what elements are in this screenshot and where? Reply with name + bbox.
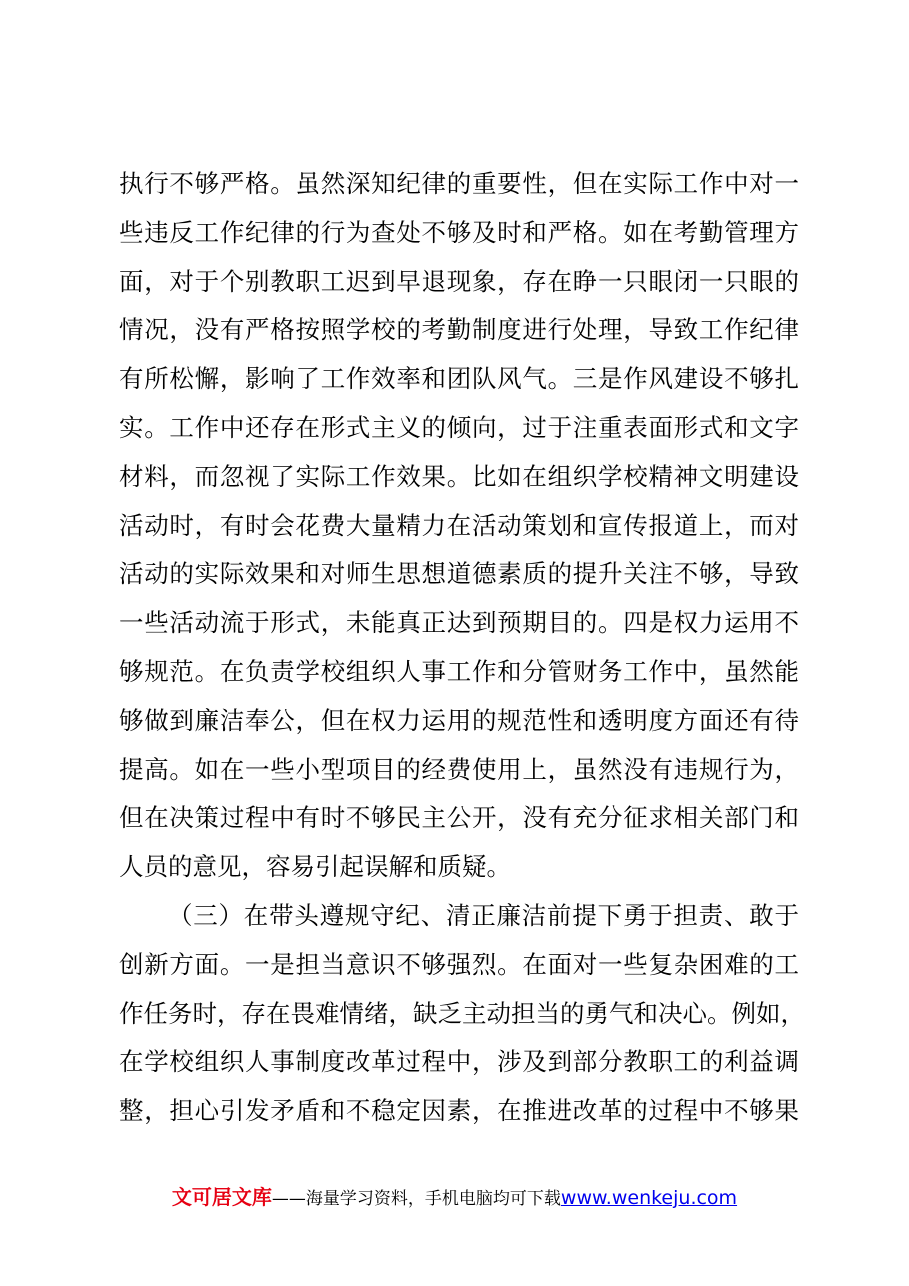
text-line: 但在决策过程中有时不够民主公开，没有充分征求相关部门和 <box>119 803 799 833</box>
text-line: 面，对于个别教职工迟到早退现象，存在睁一只眼闭一只眼的 <box>119 266 799 296</box>
text-line: 情况，没有严格按照学校的考勤制度进行处理，导致工作纪律 <box>119 315 799 345</box>
footer-brand: 文可居文库 <box>171 1185 272 1209</box>
text-line: 些违反工作纪律的行为查处不够及时和严格。如在考勤管理方 <box>119 217 799 247</box>
text-line: 够做到廉洁奉公，但在权力运用的规范性和透明度方面还有待 <box>119 705 799 735</box>
text-line: 材料，而忽视了实际工作效果。比如在组织学校精神文明建设 <box>119 461 799 491</box>
paragraph-2 <box>119 892 805 1136</box>
text-line: 整，担心引发矛盾和不稳定因素，在推进改革的过程中不够果 <box>119 1096 799 1126</box>
page-footer <box>0 1181 909 1210</box>
body-text <box>119 160 805 1136</box>
text-line: 执行不够严格。虽然深知纪律的重要性，但在实际工作中对一 <box>119 169 799 198</box>
text-line: 活动时，有时会花费大量精力在活动策划和宣传报道上，而对 <box>119 510 799 540</box>
text-line: 一些活动流于形式，未能真正达到预期目的。四是权力运用不 <box>119 608 799 638</box>
text-line: 活动的实际效果和对师生思想道德素质的提升关注不够，导致 <box>119 559 799 589</box>
section-heading-line: （三）在带头遵规守纪、清正廉洁前提下勇于担责、敢于 <box>168 900 799 930</box>
footer-link[interactable]: www.wenkeju.com <box>560 1187 738 1209</box>
text-line: 作任务时，存在畏难情绪，缺乏主动担当的勇气和决心。例如， <box>119 998 805 1028</box>
text-line: 有所松懈，影响了工作效率和团队风气。三是作风建设不够扎 <box>119 364 799 394</box>
text-line: 在学校组织人事制度改革过程中，涉及到部分教职工的利益调 <box>119 1047 799 1077</box>
text-line: 够规范。在负责学校组织人事工作和分管财务工作中，虽然能 <box>119 656 799 686</box>
text-line: 提高。如在一些小型项目的经费使用上，虽然没有违规行为， <box>119 754 799 784</box>
text-line: 人员的意见，容易引起误解和质疑。 <box>119 852 511 882</box>
footer-tagline: ——海量学习资料，手机电脑均可下载 <box>271 1189 561 1209</box>
text-line: 实。工作中还存在形式主义的倾向，过于注重表面形式和文字 <box>119 412 799 442</box>
paragraph-1 <box>119 160 799 892</box>
text-line: 创新方面。一是担当意识不够强烈。在面对一些复杂困难的工 <box>119 949 799 979</box>
